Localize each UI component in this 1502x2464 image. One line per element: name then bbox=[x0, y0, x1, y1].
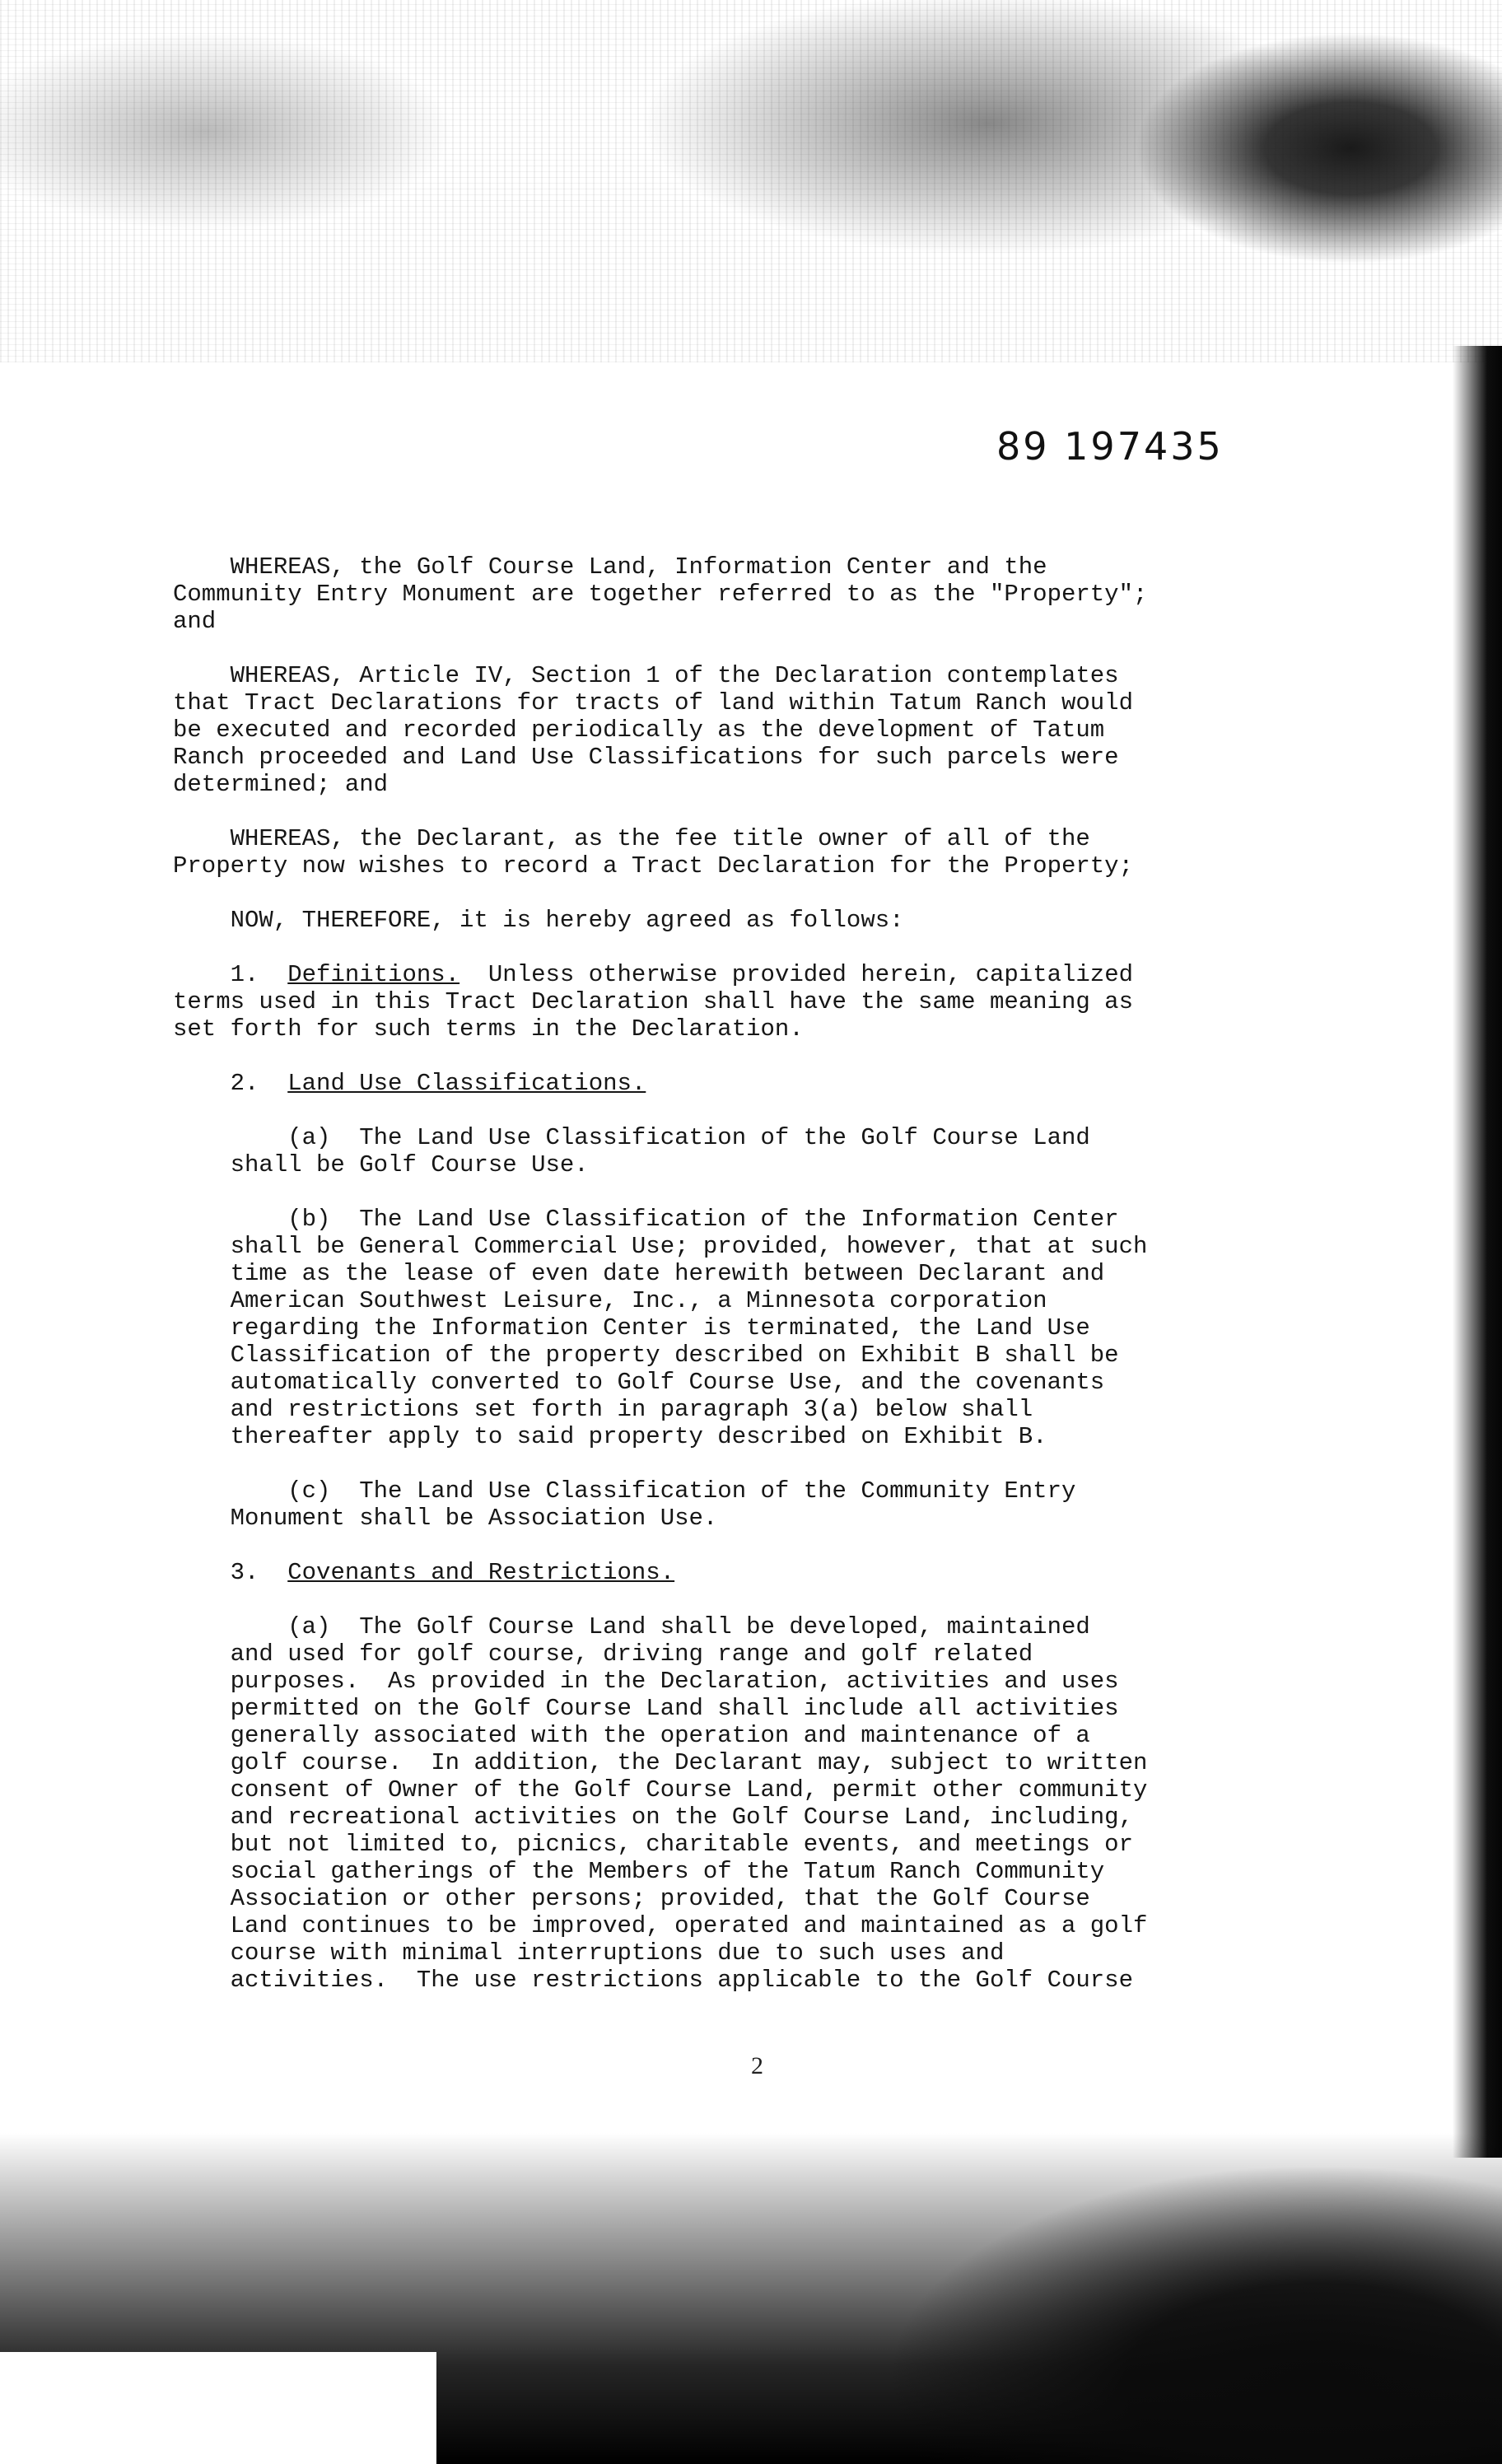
page-number: 2 bbox=[751, 2052, 763, 2079]
section-2a: (a) The Land Use Classification of the Golf Course Land shall be Golf Course Use. bbox=[230, 1124, 1090, 1178]
section-3-number: 3. bbox=[173, 1559, 288, 1586]
paragraph-whereas-declarant: WHEREAS, the Declarant, as the fee title owner of all of the Property now wishes to record a Tract Declaration for the Property; bbox=[173, 825, 1133, 880]
paragraph-now-therefore: NOW, THEREFORE, it is hereby agreed as follows: bbox=[173, 907, 904, 934]
section-1-title: Definitions. bbox=[287, 961, 460, 988]
section-1-text: Unless otherwise provided herein, capitalized terms used in this Tract Declaration shall have the same meaning as set forth for such terms in the Declaration. bbox=[173, 961, 1134, 1043]
section-2-title: Land Use Classifications. bbox=[287, 1070, 646, 1097]
section-3a: (a) The Golf Course Land shall be developed, maintained and used for golf course, driving range and golf related purposes. As provided in the Declaration, activities and uses permitted on the Golf Course Land shall include all activities generally associated with the operation and maintenance of a golf course. In addition, the Declarant may, subject to written consent of Owner of the Golf Course Land, permit other community and recreational activities on the Golf Course Land, including, but not limited to, picnics, charitable events, and meetings or social gatherings of the Members of the Tatum Ranch Community Association or other persons; provided, that the Golf Course Land continues to be improved, operated and maintained as a golf course with minimal interruptions due to such uses and activities. The use restrictions applicable to the Golf Course bbox=[230, 1613, 1148, 1994]
paragraph-whereas-property: WHEREAS, the Golf Course Land, Information Center and the Community Entry Monument are together referred to as the "Property"; and bbox=[173, 553, 1148, 635]
section-1-number: 1. bbox=[173, 961, 288, 988]
section-2-heading bbox=[173, 1070, 646, 1097]
scan-artifact-top bbox=[0, 0, 1502, 362]
document-number: 89 197435 bbox=[996, 424, 1224, 469]
section-2-number: 2. bbox=[173, 1070, 288, 1097]
section-2b: (b) The Land Use Classification of the Information Center shall be General Commercial Use; provided, however, that at such time as the lease of even date herewith between Declarant and American Southwest Leisure, Inc., a Minnesota corporation regarding the Information Center is terminated, the Land Use Classification of the property described on Exhibit B shall be automatically converted to Golf Course Use, and the covenants and restrictions set forth in paragraph 3(a) below shall thereafter apply to said property described on Exhibit B. bbox=[230, 1206, 1148, 1450]
scan-artifact-notch bbox=[0, 2352, 436, 2464]
paragraph-whereas-article-iv: WHEREAS, Article IV, Section 1 of the Declaration contemplates that Tract Declarations for tracts of land within Tatum Ranch would be executed and recorded periodically as the development of Tatum Ranch proceeded and Land Use Classifications for such parcels were determined; and bbox=[173, 662, 1133, 798]
scan-artifact-right bbox=[1453, 346, 1502, 2158]
section-3-title: Covenants and Restrictions. bbox=[287, 1559, 675, 1586]
section-2c: (c) The Land Use Classification of the Community Entry Monument shall be Association Use. bbox=[230, 1477, 1076, 1532]
section-3-heading bbox=[173, 1559, 674, 1586]
section-1-definitions bbox=[173, 961, 1133, 1043]
